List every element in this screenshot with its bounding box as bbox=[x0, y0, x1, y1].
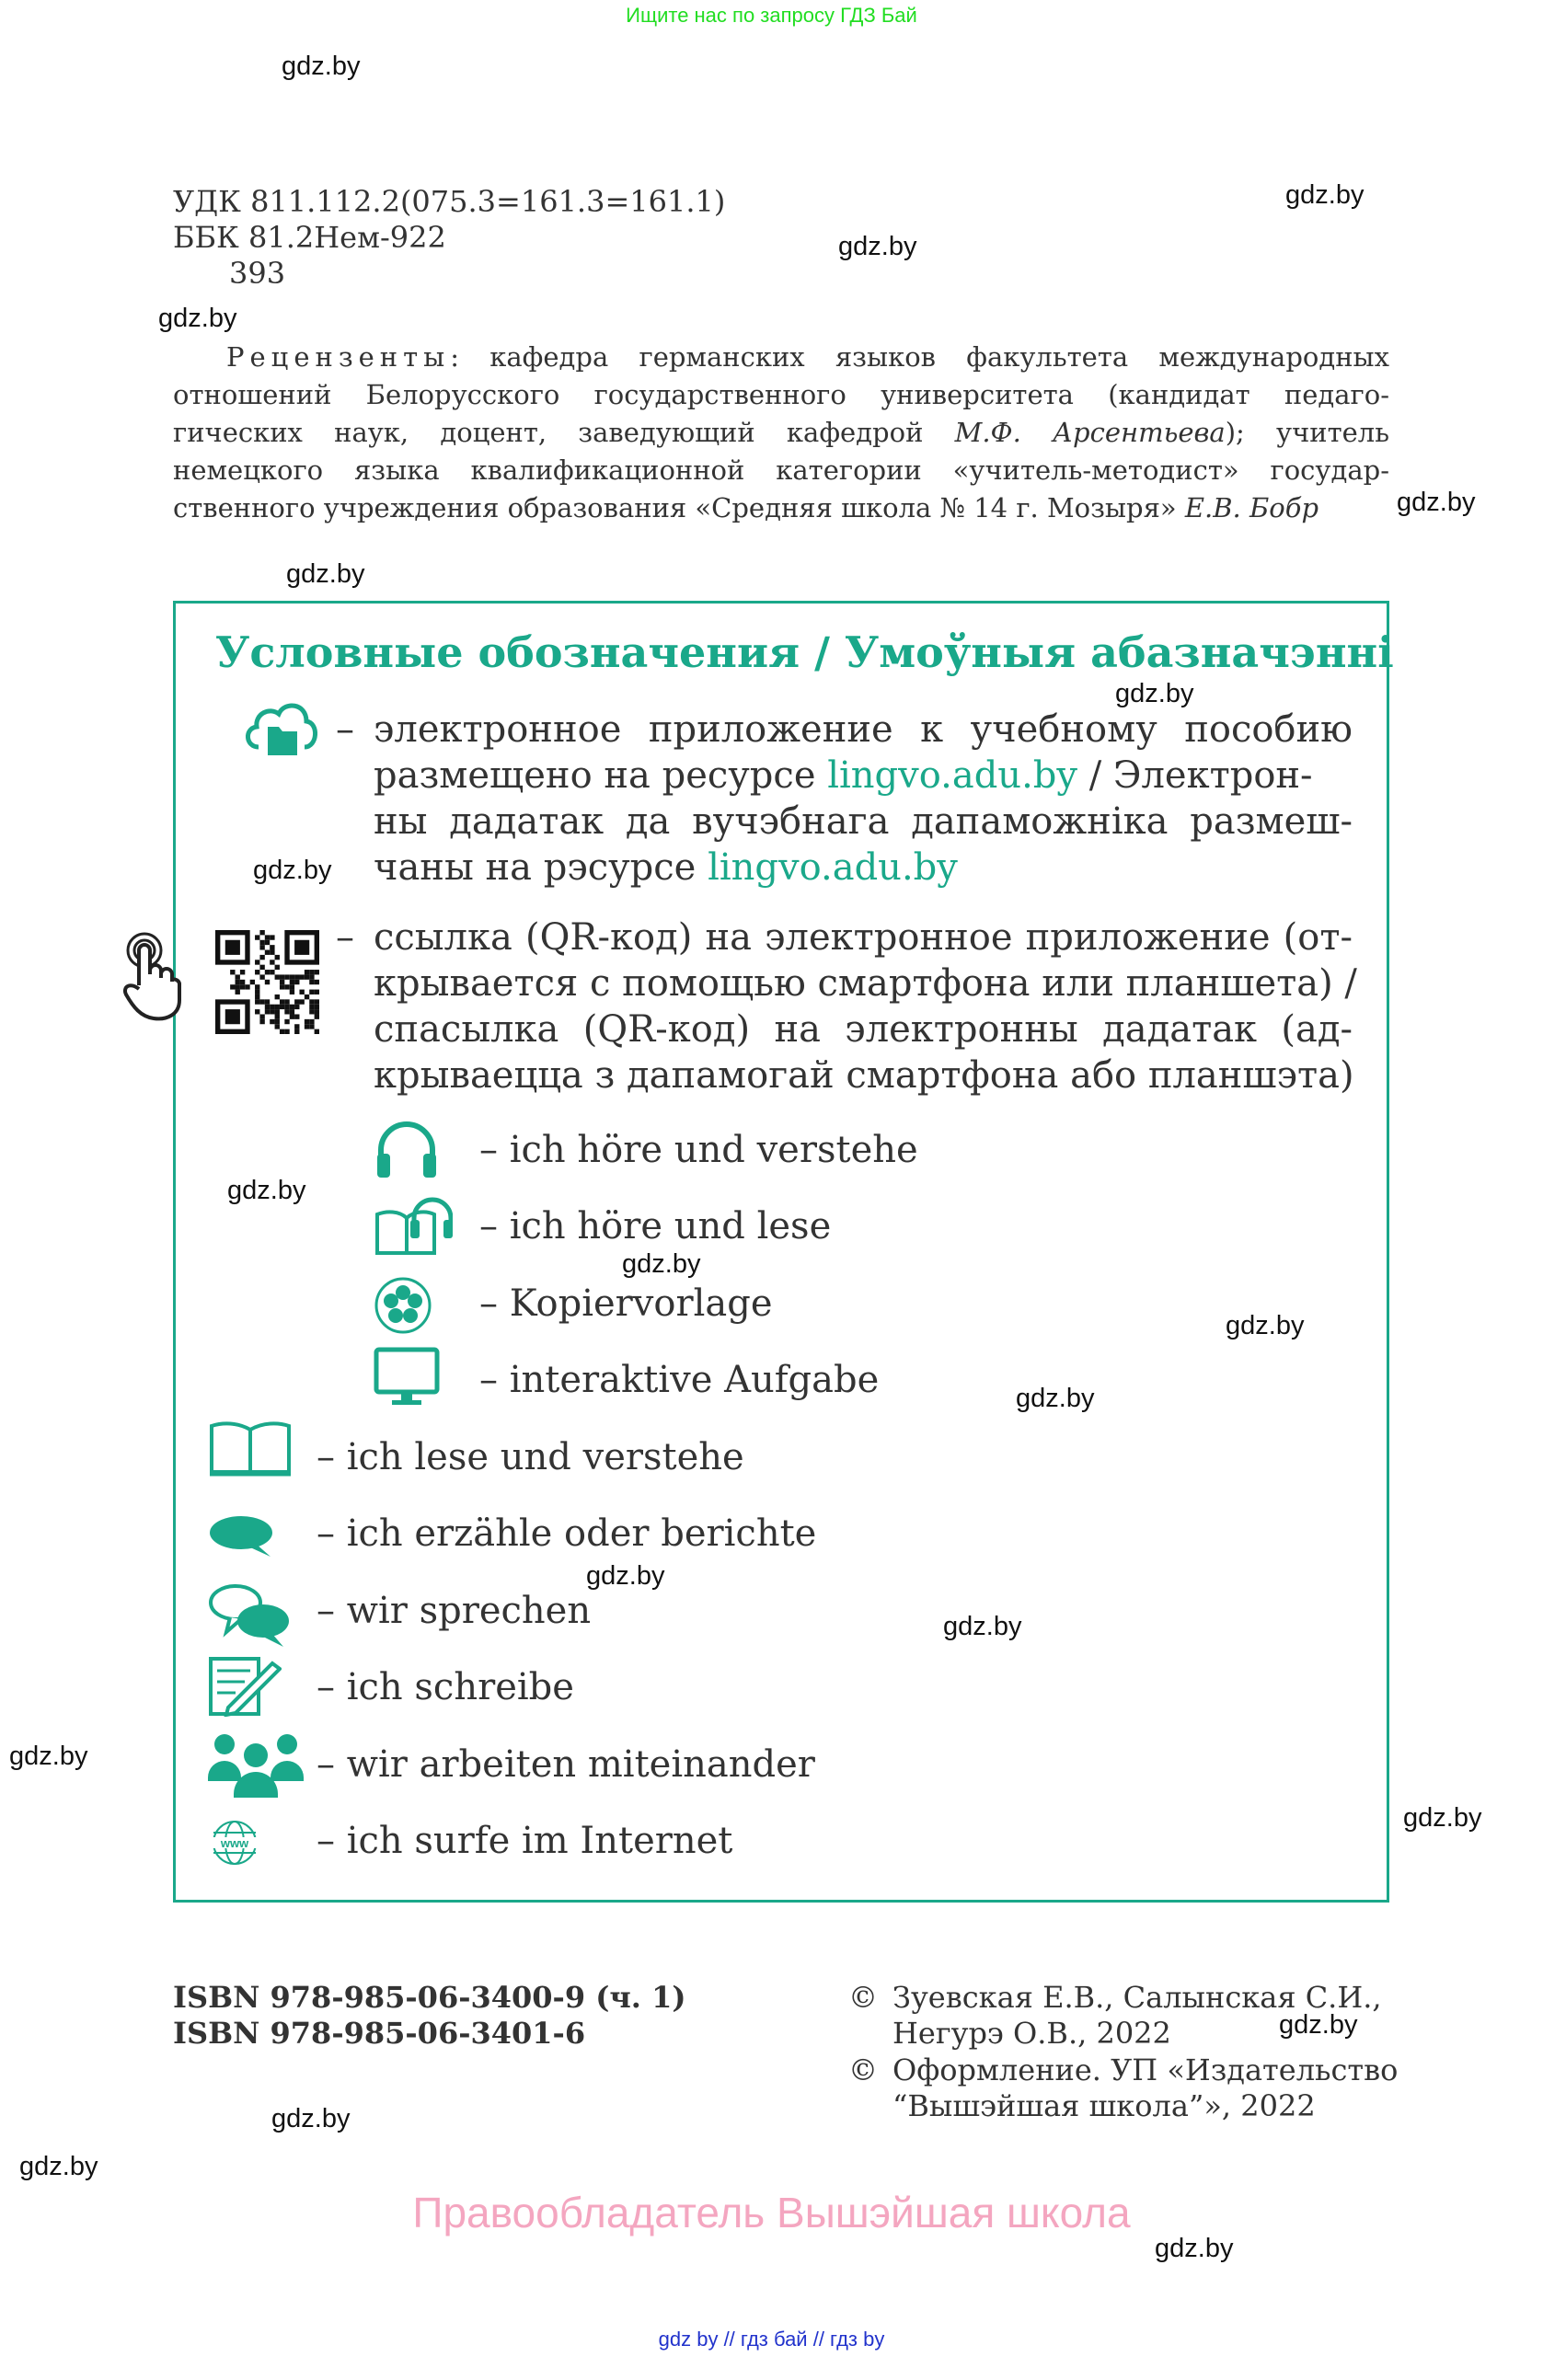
gdz-watermark: gdz.by bbox=[1285, 180, 1365, 210]
gdz-watermark: gdz.by bbox=[1226, 1311, 1305, 1340]
gdz-watermark: gdz.by bbox=[282, 52, 361, 81]
open-book-icon bbox=[208, 1419, 293, 1477]
reviewers-paragraph bbox=[173, 339, 1389, 527]
flower-icon bbox=[374, 1276, 432, 1335]
copyright-authors-cont: Негурэ О.В., 2022 bbox=[892, 2016, 1171, 2051]
book-headphones-icon bbox=[374, 1194, 453, 1259]
legend-item: – wir arbeiten miteinander bbox=[317, 1743, 815, 1786]
rights-holder-notice: Правообладатель Вышэйшая школа bbox=[412, 2189, 1131, 2236]
cloud-desc-line bbox=[374, 845, 958, 891]
legend-item: – ich erzähle oder berichte bbox=[317, 1512, 817, 1555]
lingvo-link[interactable]: lingvo.adu.by bbox=[827, 754, 1077, 797]
reviewers-line: гических наук, доцент, заведующий кафедрой bbox=[173, 417, 955, 448]
dash: – bbox=[336, 708, 354, 751]
reviewers-line: ); учитель bbox=[1225, 417, 1389, 448]
gdz-watermark: gdz.by bbox=[838, 232, 917, 261]
reviewer-name: М.Ф. Арсентьева bbox=[954, 417, 1226, 448]
copyright-symbol: © bbox=[848, 1980, 878, 2015]
author-code: 393 bbox=[173, 256, 286, 291]
copyright-design-cont: “Вышэйшая школа”», 2022 bbox=[892, 2088, 1316, 2123]
text: размещено на ресурсе bbox=[374, 754, 828, 797]
cloud-desc-line: ны дадатак да вучэбнага дапаможніка размеш- bbox=[374, 800, 1353, 843]
globe-www-icon bbox=[208, 1820, 261, 1866]
legend-item: – wir sprechen bbox=[317, 1590, 592, 1632]
gdz-watermark: gdz.by bbox=[227, 1176, 306, 1205]
search-banner[interactable]: Ищите нас по запросу ГДЗ Бай bbox=[626, 4, 917, 27]
gdz-watermark: gdz.by bbox=[271, 2104, 351, 2133]
reviewers-line: отношений Белорусского государственного университета (кандидат педаго- bbox=[173, 379, 1389, 410]
reviewer-name: Е.В. Бобр bbox=[1184, 492, 1319, 523]
gdz-watermark: gdz.by bbox=[622, 1249, 701, 1279]
bbk-code: ББК 81.2Нем-922 bbox=[173, 220, 446, 255]
text: / Электрон- bbox=[1077, 754, 1313, 797]
reviewers-line: немецкого языка квалификационной категории «учитель-методист» государ- bbox=[173, 454, 1389, 486]
copyright-symbol: © bbox=[848, 2052, 878, 2087]
tap-hand-icon bbox=[121, 930, 183, 1022]
gdz-watermark: gdz.by bbox=[1115, 679, 1194, 708]
qr-desc-line: ссылка (QR-код) на электронное приложение (от- bbox=[374, 916, 1353, 959]
udk-code: УДК 811.112.2(075.3=161.3=161.1) bbox=[173, 184, 726, 219]
gdz-watermark: gdz.by bbox=[286, 559, 365, 589]
headphones-icon bbox=[374, 1117, 440, 1181]
gdz-watermark: gdz.by bbox=[9, 1742, 88, 1771]
legend-item: – ich surfe im Internet bbox=[317, 1820, 733, 1862]
bottom-links[interactable]: gdz by // гдз бай // гдз by bbox=[658, 2328, 885, 2351]
gdz-watermark: gdz.by bbox=[1403, 1803, 1482, 1833]
cloud-desc-line: электронное приложение к учебному пособию bbox=[374, 708, 1353, 751]
copyright-design: Оформление. УП «Издательство bbox=[892, 2052, 1399, 2087]
lingvo-link[interactable]: lingvo.adu.by bbox=[708, 846, 958, 889]
isbn-part1: ISBN 978-985-06-3400-9 (ч. 1) bbox=[173, 1980, 686, 2015]
reviewers-line: : кафедра германских языков факультета международных bbox=[450, 341, 1389, 373]
qr-desc-line: крываецца з дапамогай смартфона або планшэта) bbox=[374, 1054, 1354, 1097]
group-icon bbox=[208, 1731, 304, 1798]
qr-desc-line: крывается с помощью смартфона или планшета) / bbox=[374, 962, 1357, 1005]
qr-code-icon[interactable] bbox=[215, 930, 319, 1034]
text: чаны на рэсурсе bbox=[374, 846, 708, 889]
gdz-watermark: gdz.by bbox=[1155, 2234, 1234, 2263]
qr-desc-line: спасылка (QR-код) на электронны дадатак (ад- bbox=[374, 1008, 1353, 1051]
reviewers-label: Рецензенты bbox=[226, 341, 451, 373]
gdz-watermark: gdz.by bbox=[1016, 1384, 1095, 1413]
isbn-set: ISBN 978-985-06-3401-6 bbox=[173, 2016, 586, 2051]
legend-sub-item: – interaktive Aufgabe bbox=[479, 1359, 880, 1401]
speech-bubble-icon bbox=[208, 1514, 278, 1558]
gdz-watermark: gdz.by bbox=[943, 1612, 1022, 1641]
legend-sub-item: – Kopiervorlage bbox=[479, 1282, 773, 1325]
legend-item: – ich lese und verstehe bbox=[317, 1436, 744, 1478]
notepad-pen-icon bbox=[208, 1656, 282, 1717]
legend-sub-item: – ich höre und lese bbox=[479, 1205, 832, 1247]
dash: – bbox=[336, 916, 354, 959]
gdz-watermark: gdz.by bbox=[253, 856, 332, 885]
svg-text:www: www bbox=[220, 1836, 249, 1850]
cloud-desc-line bbox=[374, 753, 1313, 799]
gdz-watermark: gdz.by bbox=[19, 2152, 98, 2181]
copyright-authors: Зуевская Е.В., Салынская С.И., bbox=[892, 1980, 1382, 2015]
gdz-watermark: gdz.by bbox=[1397, 488, 1476, 517]
legend-item: – ich schreibe bbox=[317, 1666, 574, 1708]
gdz-watermark: gdz.by bbox=[586, 1561, 665, 1591]
cloud-folder-icon bbox=[242, 699, 319, 756]
reviewers-line: ственного учреждения образования «Средняя школа № 14 г. Мозыря» bbox=[173, 492, 1185, 523]
legend-sub-item: – ich höre und verstehe bbox=[479, 1129, 918, 1171]
legend-title: Условные обозначения / Умоўныя абазначэнні bbox=[215, 627, 1394, 677]
chat-bubbles-icon bbox=[208, 1582, 293, 1649]
gdz-watermark: gdz.by bbox=[1279, 2010, 1358, 2040]
monitor-icon bbox=[374, 1347, 440, 1408]
gdz-watermark: gdz.by bbox=[158, 304, 237, 333]
